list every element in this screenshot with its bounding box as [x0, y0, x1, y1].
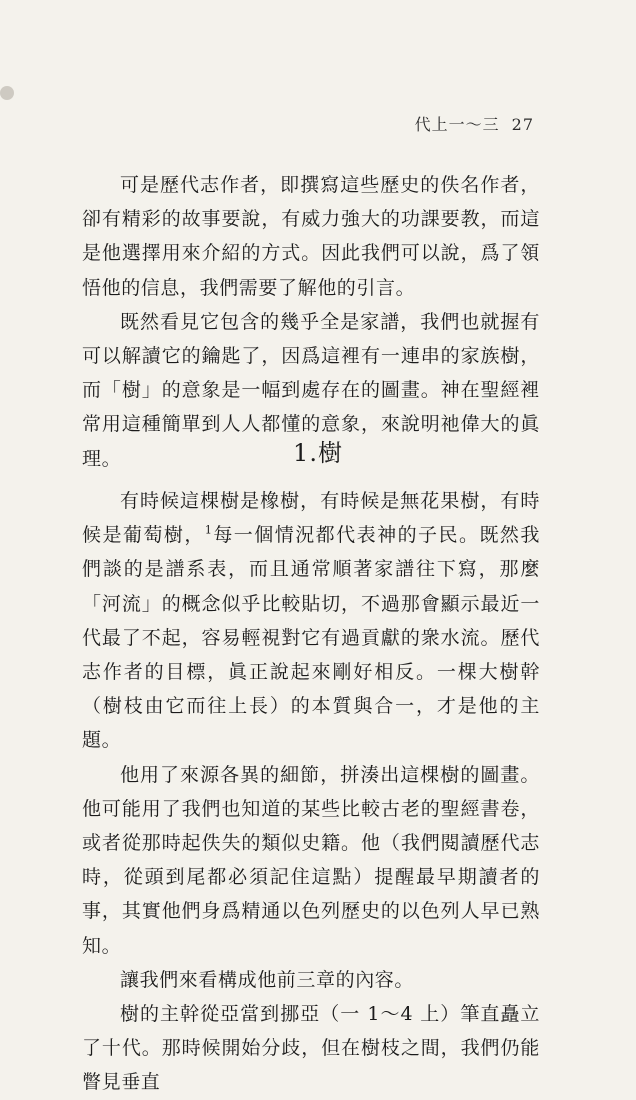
section-paragraph-2: 他用了來源各異的細節，拼湊出這棵樹的圖畫。他可能用了我們也知道的某些比較古老的聖經書卷，或者從那時起佚失的類似史籍。他（我們閱讀歷代志時，從頭到尾都必須記住這點）提醒最早期讀者的事，其實他們身爲精通以色列歷史的以色列人早已熟知。 [82, 763, 540, 957]
section-text [82, 484, 540, 1100]
page-number: 27 [511, 115, 534, 134]
intro-paragraph-1: 可是歷代志作者，即撰寫這些歷史的佚名作者，卻有精彩的故事要說，有威力強大的功課要教，而這是他選擇用來介紹的方式。因此我們可以說，爲了領悟他的信息，我們需要了解他的引言。 [82, 174, 540, 299]
intro-paragraph-2: 既然看見它包含的幾乎全是家譜，我們也就握有可以解讀它的鑰匙了，因爲這裡有一連串的家族樹，而「樹」的意象是一幅到處存在的圖畫。神在聖經裡常用這種簡單到人人都懂的意象，來說明祂偉大的眞理。 [82, 310, 540, 470]
footnote-marker[interactable]: 1 [204, 523, 213, 537]
running-header [415, 112, 534, 135]
paragraph-text: 每一個情況都代表神的子民。既然我們談的是譜系表，而且通常順著家譜往下寫，那麼「河流」的概念似乎比較貼切，不過那會顯示最近一代最了不起，容易輕視對它有過貢獻的衆水流。歷代志作者的目標，眞正說起來剛好相反。一棵大樹幹（樹枝由它而往上長）的本質與合一，才是他的主題。 [82, 524, 540, 752]
section-paragraph-1 [82, 484, 540, 758]
page-blemish [0, 86, 14, 100]
section-paragraph-3: 讓我們來看構成他前三章的內容。 [120, 968, 415, 991]
paragraph-text: 有時候這棵樹是橡樹，有時候是無花果樹，有時候是葡萄樹， [82, 490, 540, 547]
section-paragraph-4: 樹的主幹從亞當到挪亞（一 1～4 上）筆直矗立了十代。那時候開始分歧，但在樹枝之間，我們仍能瞥見垂直 [82, 1003, 540, 1094]
section-heading: 1.樹 [293, 439, 343, 467]
intro-text [82, 168, 540, 476]
running-title: 代上一～三 [414, 115, 500, 134]
